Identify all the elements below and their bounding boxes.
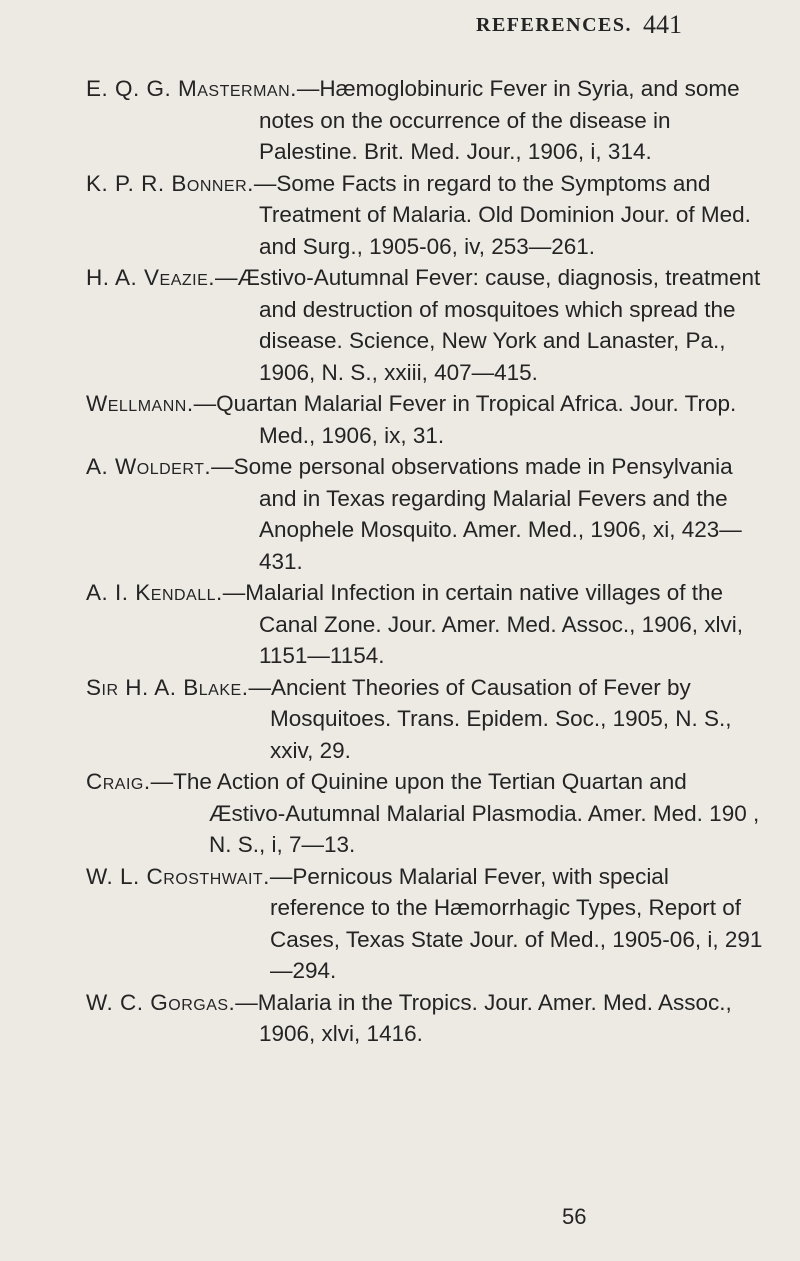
reference-text: —Some personal observations made in Pensylvania and in Texas regarding Malarial Fevers and the Anophele Mosquito. Amer. Med., 1906, xi, 423—431. xyxy=(211,454,742,574)
reference-entry xyxy=(86,987,766,1050)
reference-entry xyxy=(86,451,766,577)
reference-text: —Some Facts in regard to the Symptoms and Treatment of Malaria. Old Dominion Jour. of Med. and Surg., 1905-06, iv, 253—261. xyxy=(253,170,751,259)
reference-author: Wellmann. xyxy=(86,391,194,416)
reference-author: K. P. R. Bonner. xyxy=(86,170,254,196)
reference-text: —Malaria in the Tropics. Jour. Amer. Med. Assoc., 1906, xlvi, 1416. xyxy=(235,989,732,1046)
reference-text: —Pernicous Malarial Fever, with special reference to the Hæmorrhagic Types, Report of Cases, Texas State Jour. of Med., 1905-06, i, 291—294. xyxy=(269,863,763,983)
reference-entry xyxy=(86,262,766,388)
reference-author: E. Q. G. Masterman. xyxy=(86,76,297,101)
reference-text: —Hæmoglobinuric Fever in Syria, and some notes on the occurrence of the disease in Palestine. Brit. Med. Jour., 1906, i, 314. xyxy=(259,76,740,164)
reference-author: Sir H. A. Blake. xyxy=(86,674,249,700)
reference-entry xyxy=(86,388,766,451)
reference-author: H. A. Veazie. xyxy=(86,265,216,290)
reference-text: —Quartan Malarial Fever in Tropical Africa. Jour. Trop. Med., 1906, ix, 31. xyxy=(193,391,737,448)
reference-entry xyxy=(86,73,766,168)
reference-text: —Ancient Theories of Causation of Fever by Mosquitoes. Trans. Epidem. Soc., 1905, N. S., xxiv, 29. xyxy=(248,674,732,763)
signature-mark: 56 xyxy=(562,1204,587,1229)
reference-author: A. Woldert. xyxy=(86,454,212,479)
reference-text: —Malarial Infection in certain native villages of the Canal Zone. Jour. Amer. Med. Assoc., 1906, xlvi, 1151—1154. xyxy=(222,580,743,668)
reference-entry xyxy=(86,577,766,672)
reference-author: W. C. Gorgas. xyxy=(86,989,236,1015)
reference-list xyxy=(86,73,766,1050)
reference-text: —Æstivo-Autumnal Fever: cause, diagnosis, treatment and destruction of mosquitoes which spread the disease. Science, New York and Lanaster, Pa., 1906, N. S., xxiii, 407—415. xyxy=(215,265,761,385)
reference-author: A. I. Kendall. xyxy=(86,580,223,605)
reference-author: Craig. xyxy=(86,769,151,794)
reference-entry xyxy=(86,672,766,767)
reference-text: —The Action of Quinine upon the Tertian Quartan and Æstivo-Autumnal Malarial Plasmodia. Amer. Med. 190 , N. S., i, 7—13. xyxy=(150,769,760,857)
reference-entry xyxy=(86,861,766,987)
running-head: REFERENCES. xyxy=(476,14,632,36)
page-number: 441 xyxy=(643,10,682,39)
reference-entry xyxy=(86,168,766,263)
reference-entry xyxy=(86,766,766,861)
page-header xyxy=(0,10,800,54)
reference-author: W. L. Crosthwait. xyxy=(86,863,270,889)
